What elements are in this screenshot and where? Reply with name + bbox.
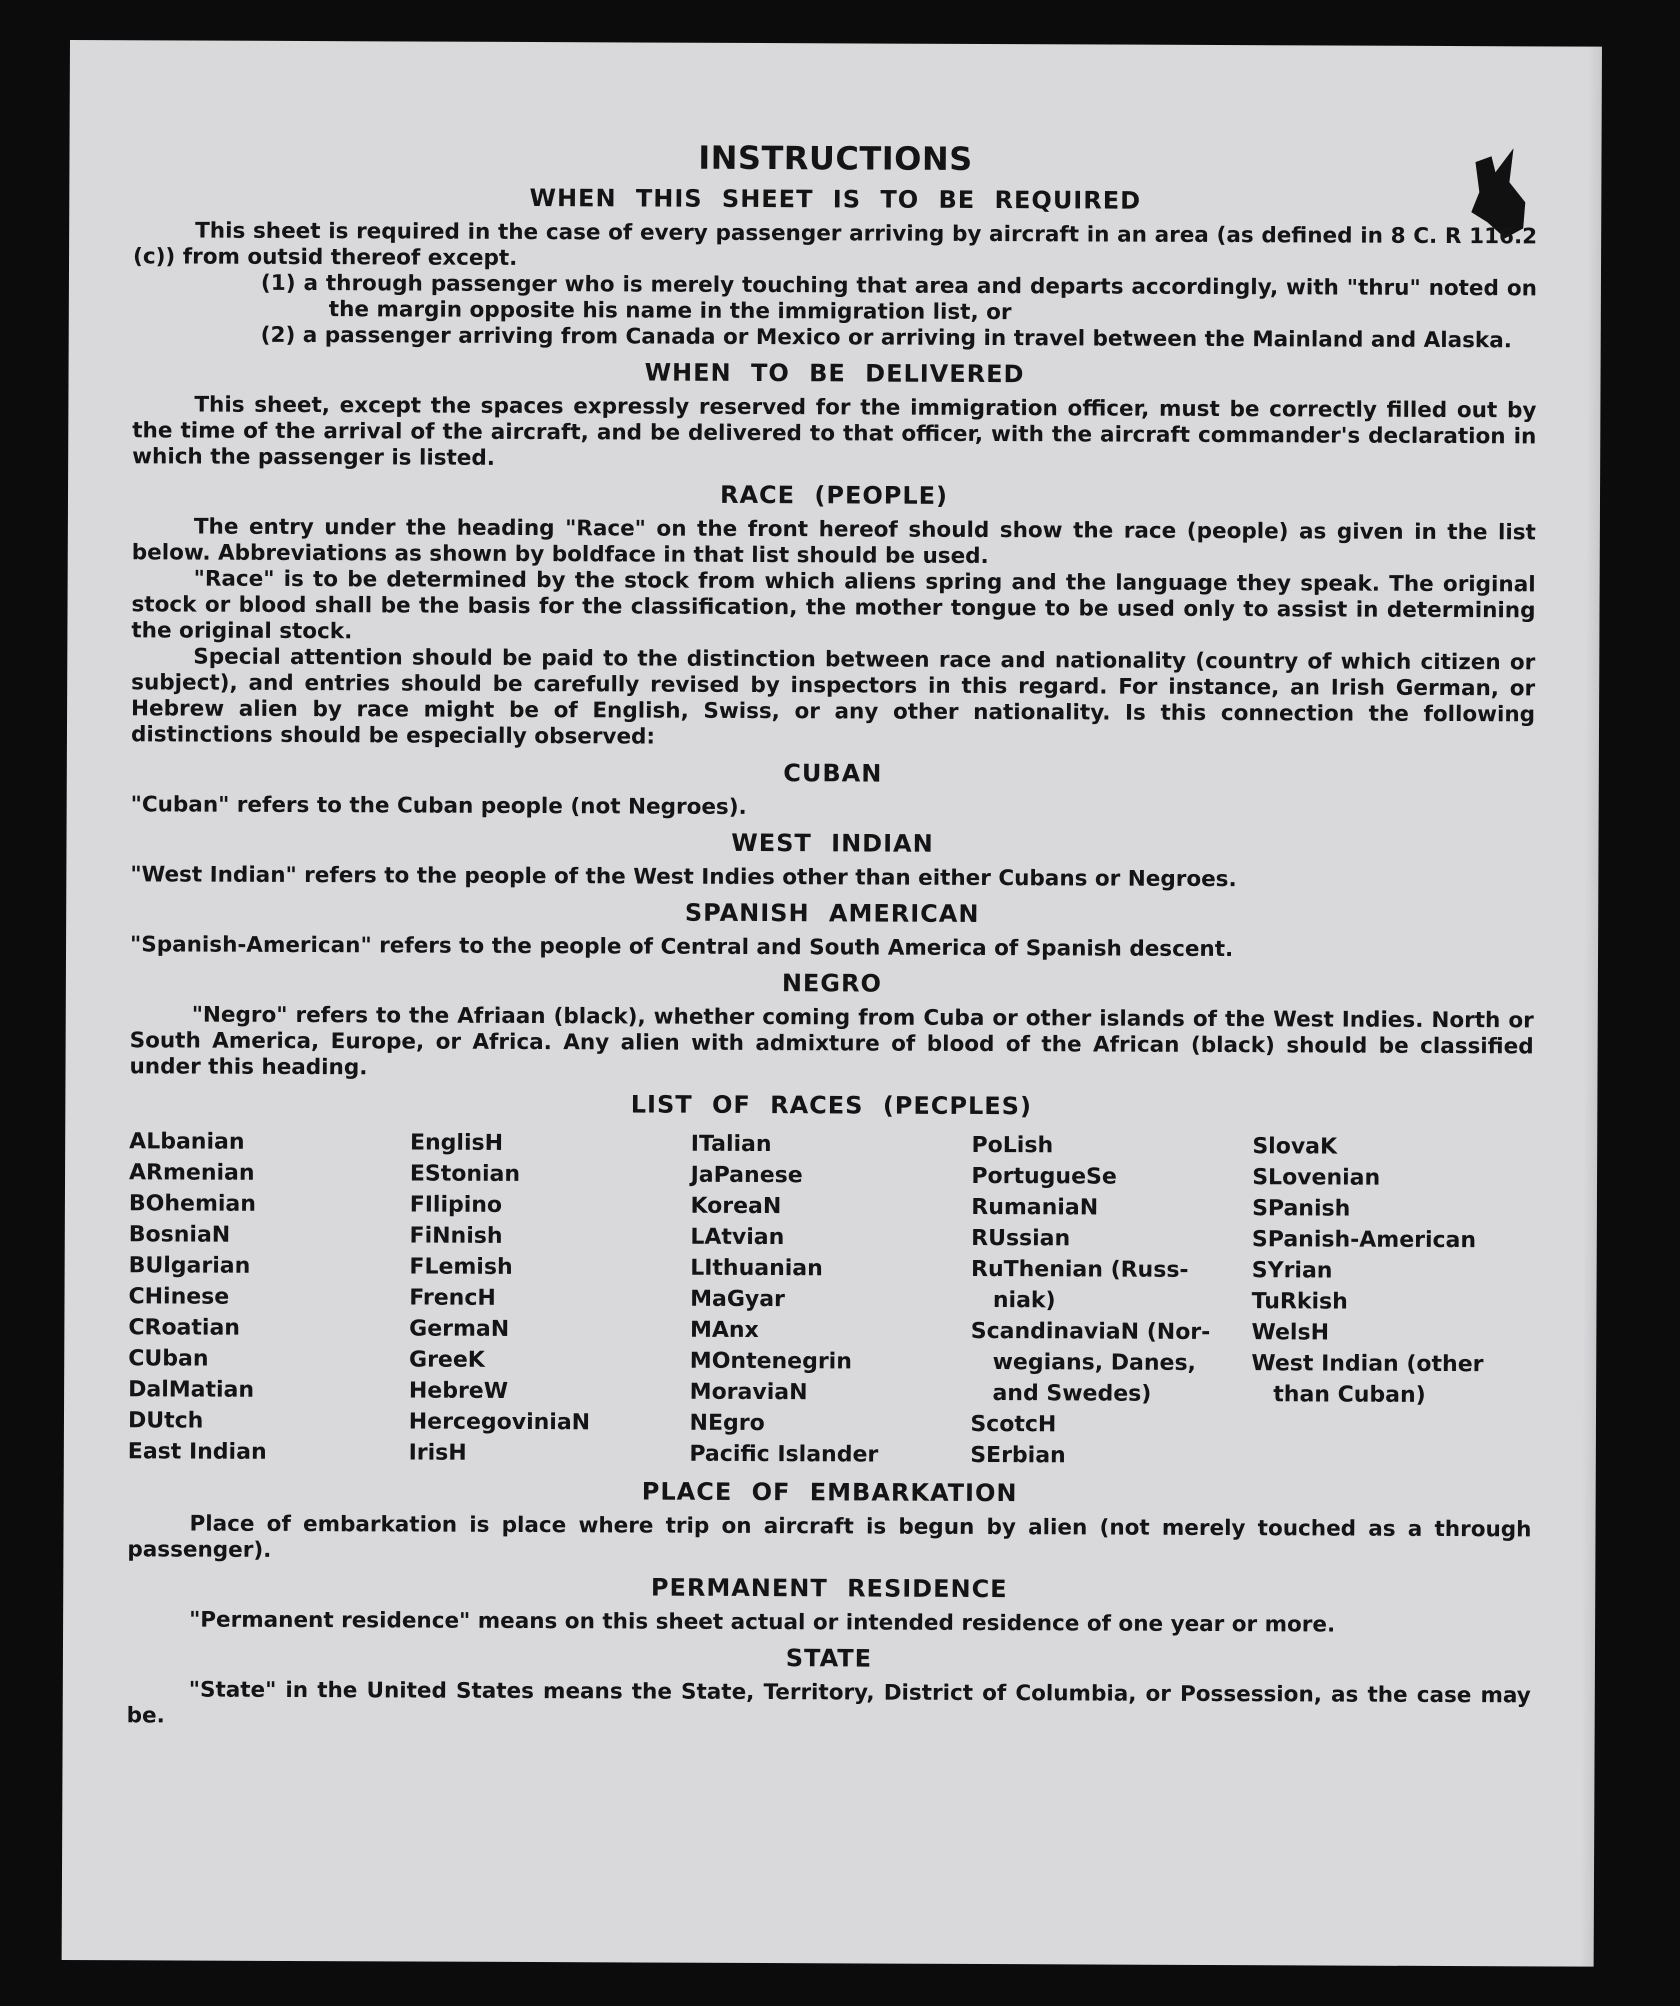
race-entry: Pacific Islander (689, 1441, 879, 1468)
race-entry: FrencH (409, 1285, 496, 1311)
heading-state: STATE (785, 1644, 873, 1673)
race-entry: JaPanese (690, 1162, 803, 1189)
race-entry: PortugueSe (971, 1163, 1117, 1190)
race-entry: WelsH (1251, 1320, 1330, 1346)
race-entry-continued: niak) (992, 1288, 1056, 1314)
race-entry: RuThenian (Russ- (970, 1256, 1189, 1283)
race-entry: MoraviaN (689, 1379, 808, 1406)
race-entry: BUlgarian (128, 1253, 251, 1279)
residence-definition: "Permanent residence" means on this sheet actual or intended residence of one year or more. (189, 1607, 1336, 1638)
race-entry: SLovenian (1252, 1165, 1381, 1191)
race-entry: DUtch (127, 1408, 204, 1434)
heading-when-delivered: WHEN TO BE DELIVERED (644, 358, 1025, 389)
race-entry: West Indian (other (1251, 1351, 1484, 1378)
race-entry: HercegoviniaN (408, 1409, 591, 1436)
heading-cuban: CUBAN (783, 759, 883, 788)
race-paragraph-3: Special attention should be paid to the distinction between race and nationality (country of which citizen or subject), and entries should be carefully revised by inspectors in this regard. For instance, an Irish German, or Hebrew alien by race might be of English, Swiss, or any other nationality. Is this connection the following distinctions should be especially observed: (130, 644, 1536, 750)
race-entry: GermaN (409, 1316, 510, 1342)
race-entry: SPanish-American (1251, 1227, 1477, 1254)
state-definition: "State" in the United States means the State, Territory, District of Columbia, or Possession, as the case may be. (126, 1677, 1531, 1729)
race-entry: ARmenian (129, 1160, 255, 1186)
heading-list-of-races: LIST OF RACES (PECPLES) (630, 1090, 1033, 1121)
race-entry: DalMatian (128, 1377, 255, 1403)
west-indian-definition: "West Indian" refers to the people of the West Indies other than either Cubans or Negroes. (130, 862, 1237, 893)
instructions-body (127, 136, 1538, 1735)
race-entry: NEgro (689, 1410, 765, 1437)
race-column-4 (970, 1130, 1252, 1472)
race-entry: GreeK (408, 1347, 485, 1373)
heading-spanish-american: SPANISH AMERICAN (684, 898, 980, 928)
race-entry: LIthuanian (690, 1255, 823, 1282)
heading-when-required: WHEN THIS SHEET IS TO BE REQUIRED (529, 184, 1142, 215)
race-entry: FIlipino (409, 1192, 503, 1218)
document-page (62, 40, 1602, 1967)
race-column-3 (689, 1129, 971, 1471)
race-entry: CUban (128, 1346, 209, 1372)
race-entry: FLemish (409, 1254, 513, 1280)
heading-race: RACE (PEOPLE) (719, 480, 949, 510)
heading-permanent-residence: PERMANENT RESIDENCE (650, 1573, 1008, 1604)
race-entry: BosniaN (128, 1222, 231, 1248)
exception-1: (1) a through passenger who is merely touching that area and departs accordingly, with "thru" noted on the margin opposite his name in the immigration list, or (260, 270, 1537, 326)
race-entry: MaGyar (690, 1286, 786, 1313)
heading-place-of-embarkation: PLACE OF EMBARKATION (641, 1477, 1018, 1508)
race-entry: ScandinaviaN (Nor- (970, 1318, 1211, 1345)
race-paragraph-1: The entry under the heading "Race" on the front hereof should show the race (people) as given in the list below. Abbreviations as shown by boldface in that list should be used. (131, 514, 1536, 570)
delivered-paragraph: This sheet, except the spaces expressly reserved for the immigration officer, must be correctly filled out by the time of the arrival of the aircraft, and be delivered to that officer, with the aircraft commander's declaration in which the passenger is listed. (132, 392, 1537, 471)
race-entry: CHinese (128, 1284, 230, 1310)
race-entry: SErbian (970, 1442, 1066, 1469)
heading-negro: NEGRO (781, 969, 882, 998)
race-column-1 (128, 1126, 410, 1468)
race-entry: East Indian (127, 1439, 267, 1465)
page-title: INSTRUCTIONS (698, 138, 973, 178)
race-column-5 (1251, 1131, 1533, 1473)
page-edge-shadow (1580, 47, 1602, 1967)
race-paragraph-2: "Race" is to be determined by the stock from which aliens spring and the language they speak. The original stock or blood shall be the basis for the classification, the mother tongue to be used only to assist in determining the original stock. (131, 566, 1536, 645)
race-entry: SYrian (1251, 1258, 1333, 1284)
race-entry: EStonian (409, 1161, 521, 1187)
spanish-american-definition: "Spanish-American" refers to the people of Central and South America of Spanish descent. (129, 932, 1234, 963)
negro-definition: "Negro" refers to the Afriaan (black), whether coming from Cuba or other islands of the West Indies. North or South America, Europe, or Africa. Any alien with admixture of blood of the African (black) should be classified under this heading. (129, 1002, 1534, 1081)
exception-2: (2) a passenger arriving from Canada or Mexico or arriving in travel between the Mainland and Alaska. (260, 322, 1512, 354)
race-entry: LAtvian (690, 1224, 785, 1251)
embarkation-definition: Place of embarkation is place where trip on aircraft is begun by alien (not merely touched as a through passenger). (127, 1511, 1532, 1563)
race-entry: BOhemian (128, 1191, 257, 1217)
race-entry: ALbanian (129, 1129, 245, 1155)
race-entry: FiNnish (409, 1223, 503, 1249)
race-entry: ITalian (690, 1131, 772, 1158)
race-entry-continued: than Cuban) (1273, 1382, 1426, 1408)
cuban-definition: "Cuban" refers to the Cuban people (not Negroes). (130, 792, 747, 820)
race-entry: SlovaK (1252, 1134, 1338, 1160)
heading-west-indian: WEST INDIAN (731, 828, 934, 858)
race-entry: HebreW (408, 1378, 509, 1404)
required-intro: This sheet is required in the case of every passenger arriving by aircraft in an area (as defined in 8 C. R 116.2 (c)) from outsid thereof except. (133, 218, 1538, 271)
race-entry: SPanish (1252, 1196, 1351, 1222)
race-entry: CRoatian (128, 1315, 241, 1341)
race-entry: PoLish (971, 1132, 1054, 1159)
race-entry: ScotcH (970, 1411, 1057, 1438)
race-entry: MOntenegrin (689, 1348, 852, 1375)
race-entry-continued: and Swedes) (992, 1381, 1152, 1407)
race-entry-continued: wegians, Danes, (992, 1350, 1196, 1376)
race-entry: TuRkish (1251, 1289, 1348, 1315)
race-column-2 (409, 1127, 691, 1469)
race-entry: EnglisH (409, 1130, 504, 1156)
race-entry: RUssian (971, 1225, 1071, 1252)
race-entry: RumaniaN (971, 1194, 1099, 1221)
race-list (128, 1126, 1533, 1473)
race-entry: MAnx (689, 1317, 759, 1344)
race-entry: IrisH (408, 1440, 467, 1466)
race-entry: KoreaN (690, 1193, 782, 1220)
